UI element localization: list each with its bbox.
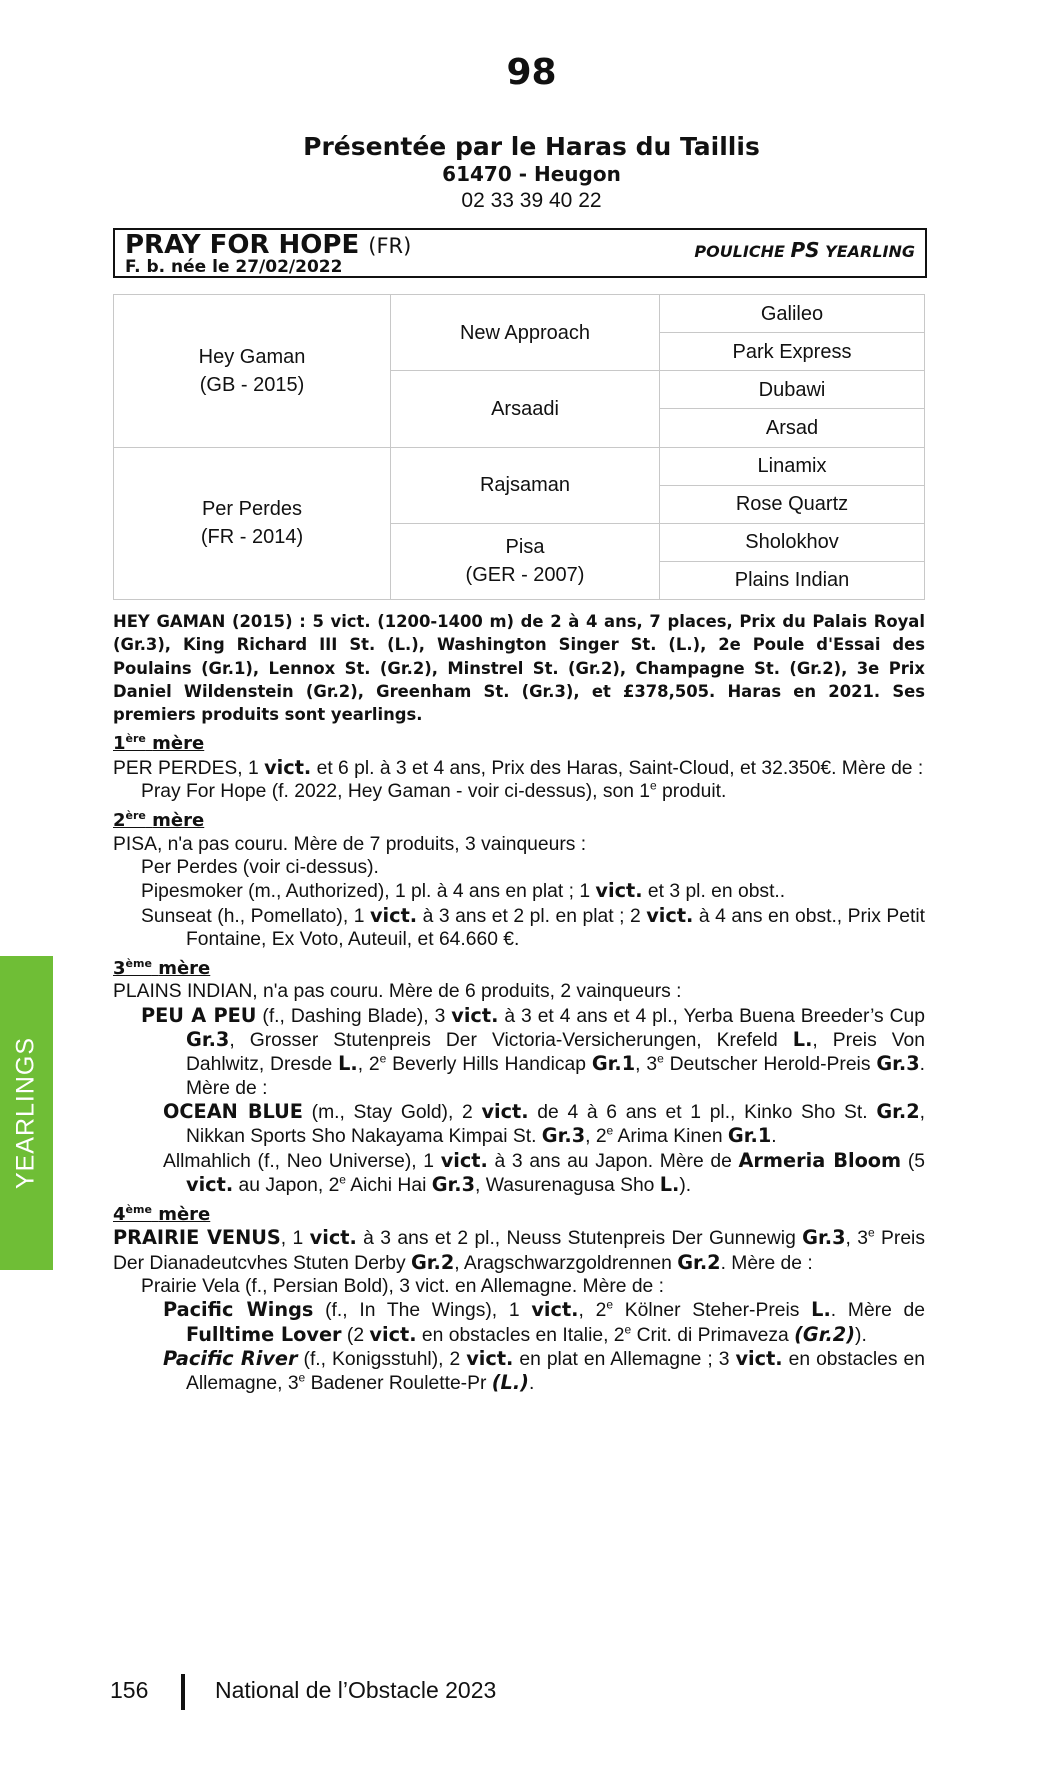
pedigree-dam: Per Perdes (FR - 2014) bbox=[114, 447, 391, 600]
page-number: 156 bbox=[110, 1677, 149, 1703]
pedigree-dam-dam: Pisa (GER - 2007) bbox=[391, 523, 660, 599]
section-heading-4: 4ème mère bbox=[113, 1203, 211, 1226]
produce-line: Per Perdes (voir ci-dessus). bbox=[141, 856, 379, 878]
granddam-paragraph: PISA, n'a pas couru. Mère de 7 produits, 3 vainqueurs : bbox=[113, 833, 587, 855]
pedigree-gg-1: Galileo bbox=[660, 295, 925, 333]
pedigree-gg-7: Sholokhov bbox=[660, 523, 925, 561]
type-ps: PS bbox=[790, 238, 820, 262]
lot-number: 98 bbox=[506, 52, 557, 93]
produce-line: Sunseat (h., Pomellato), 1 vict. à 3 ans et 2 pl. en plat ; 2 vict. à 4 ans en obst., Prix Petit Fontaine, Ex Voto, Auteuil, et 64.660 €. bbox=[141, 903, 925, 950]
section-heading-3: 3ème mère bbox=[113, 957, 211, 980]
pedigree-sire-sire: New Approach bbox=[391, 295, 660, 371]
pedigree-gg-6: Rose Quartz bbox=[660, 485, 925, 523]
pedigree-table bbox=[113, 294, 925, 600]
produce-line: Pacific Wings (f., In The Wings), 1 vict., 2e Kölner Steher-Preis L.. Mère de Fulltime Lover (2 vict. en obstacles en Italie, 2e Crit. di Primaveza (Gr.2)). bbox=[163, 1297, 925, 1346]
pedigree-gg-8: Plains Indian bbox=[660, 561, 925, 599]
horse-sex-birthdate: F. b. née le 27/02/2022 bbox=[125, 257, 343, 277]
produce-line: Pacific River (f., Konigsstuhl), 2 vict. en plat en Allemagne ; 3 vict. en obstacles en Allemagne, 3e Badener Roulette-Pr (L.). bbox=[163, 1346, 925, 1395]
type-prefix: POULICHE bbox=[694, 242, 785, 261]
third-dam-paragraph: PLAINS INDIAN, n'a pas couru. Mère de 6 produits, 2 vainqueurs : bbox=[113, 981, 682, 1003]
horse-name: PRAY FOR HOPE bbox=[125, 230, 360, 260]
pedigree-sire-dam: Arsaadi bbox=[391, 371, 660, 447]
fourth-dam-paragraph: PRAIRIE VENUS, 1 vict. à 3 ans et 2 pl., Neuss Stutenpreis Der Gunnewig Gr.3, 3e Preis Der Dianadeutcvhes Stuten Derby Gr.2, Aragschwarzgoldrennen Gr.2. Mère de : bbox=[113, 1226, 925, 1274]
produce-line: Allmahlich (f., Neo Universe), 1 vict. à 3 ans au Japon. Mère de Armeria Bloom (5 vict. au Japon, 2e Aichi Hai Gr.3, Wasurenagusa Sho L.). bbox=[163, 1148, 925, 1196]
pedigree-gg-4: Arsad bbox=[660, 409, 925, 447]
produce-line: OCEAN BLUE (m., Stay Gold), 2 vict. de 4 à 6 ans et 1 pl., Kinko Sho St. Gr.2, Nikkan Sports Sho Nakayama Kimpai St. Gr.3, 2e Arima Kinen Gr.1. bbox=[163, 1099, 926, 1148]
sire-description: HEY GAMAN (2015) : 5 vict. (1200-1400 m) de 2 à 4 ans, 7 places, Prix du Palais Royal (Gr.3), King Richard III St. (L.), Washington Singer St. (L.), 2e Poule d'Essai des Poulains (Gr.1), Lennox St. (Gr.2), Minstrel St. (Gr.2), Champagne St. (Gr.2), 3e Prix Daniel Wildenstein (Gr.2), Greenham St. (Gr.3), et £378,505. Haras en 2021. Ses premiers produits sont yearlings. bbox=[113, 612, 925, 725]
pedigree-dam-sire: Rajsaman bbox=[391, 447, 660, 523]
presenter-header bbox=[0, 132, 1063, 213]
type-suffix: YEARLING bbox=[825, 242, 915, 261]
dam-paragraph: PER PERDES, 1 vict. et 6 pl. à 3 et 4 ans, Prix des Haras, Saint-Cloud, et 32.350€. Mère de : bbox=[113, 755, 924, 779]
section-tab-label: YEARLINGS bbox=[11, 1036, 40, 1190]
pedigree-gg-5: Linamix bbox=[660, 447, 925, 485]
page-footer bbox=[0, 1674, 1063, 1714]
section-tab bbox=[0, 956, 53, 1270]
produce-line: Prairie Vela (f., Persian Bold), 3 vict. en Allemagne. Mère de : bbox=[141, 1276, 664, 1298]
presenter-address: 61470 - Heugon bbox=[442, 162, 621, 186]
publication-title: National de l’Obstacle 2023 bbox=[215, 1677, 497, 1703]
catalogue-body bbox=[113, 610, 925, 1396]
pedigree-sire: Hey Gaman (GB - 2015) bbox=[114, 295, 391, 448]
pedigree-gg-3: Dubawi bbox=[660, 371, 925, 409]
presenter-phone: 02 33 39 40 22 bbox=[461, 189, 602, 212]
footer-divider bbox=[181, 1674, 185, 1710]
horse-origin: (FR) bbox=[368, 234, 412, 258]
pedigree-gg-2: Park Express bbox=[660, 333, 925, 371]
horse-name-line bbox=[125, 230, 411, 260]
horse-type bbox=[694, 238, 915, 262]
section-heading-2: 2ère mère bbox=[113, 809, 205, 832]
horse-name-box bbox=[113, 228, 927, 278]
produce-line: PEU A PEU (f., Dashing Blade), 3 vict. à 3 et 4 ans et 4 pl., Yerba Buena Breeder’s Cup Gr.3, Grosser Stutenpreis Der Victoria-Versicherungen, Krefeld L., Preis Von Dahlwitz, Dresde L., 2e Beverly Hills Handicap Gr.1, 3e Deutscher Herold-Preis Gr.3. Mère de : bbox=[141, 1003, 925, 1099]
presenter-name: Présentée par le Haras du Taillis bbox=[303, 132, 760, 161]
produce-line: Pipesmoker (m., Authorized), 1 pl. à 4 ans en plat ; 1 vict. et 3 pl. en obst.. bbox=[141, 879, 786, 903]
section-heading-1: 1ère mère bbox=[113, 732, 205, 755]
produce-line: Pray For Hope (f. 2022, Hey Gaman - voir ci-dessus), son 1e produit. bbox=[141, 778, 727, 803]
